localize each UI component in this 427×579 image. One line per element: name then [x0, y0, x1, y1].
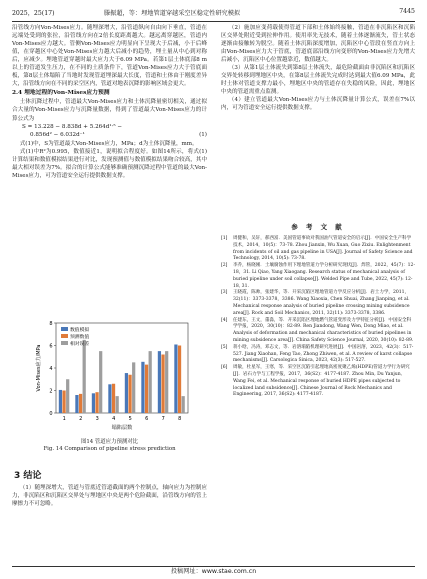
conclusion-paragraph: （2）施加应变荷载使得管道下部和土体始终接触，管道在非沉陷区和沉陷区交界处附近受到拉伸作用。使用率先无技术，随着土体逐渐流失，管土状态逐渐由接触转为脱空。随着土体沉陷深度增加，沉陷区中心管段在竖直方向上由Von-Mises应力大于管底，管道底部沿线方向变形的Von-Mises应力先增大后减小，沉陷区中心位置越靠近，数值越大。 [221, 25, 415, 64]
reference-number: [3] [221, 290, 228, 296]
y-axis-label: Von-Mises应力/MPa [36, 344, 42, 392]
paragraph: 式(1)中，S为管道最大Von-Mises应力，MPa；d为土体沉降量，mm。 [19, 140, 198, 147]
intro-paragraph: 沿管线方向Von-Mises应力。随埋深增大，沿管道纵向自由向下垂直，管道在远端处受到的张拉，沿管线方向在2倍长度距离越大。越远离穿越区，管道内Von-Mises应力越大。管侧Von-Mises应力明显向下呈现大于后减，小于后峰值，在穿越区中心处Von-Mises应力越大后减小的趋势，埋土量从中心到对称后，应减少。埋地管道穿越时最大应力大于6.09 MPa。若第1层土体底部8 m以上的管道发生压力，在不同的土质条件下，管道Von-Mises应力大于管底面板，第8层土体塌陷了当地时发现管道埋深最大长度，管道和土体由于刚度差异大，沿管线方向在不同的采空区内，管道对地表沉降的影响区域会更大。 [12, 25, 207, 88]
x-axis-label: 塌陷层数 [111, 425, 133, 431]
bar-3 [66, 379, 69, 413]
paragraph: （1）随埋深增大，管道与管底近管道截面的两个控制点，轴向应力为控制应力，非沉陷区和沉陷区交界处与埋地区中央是两个危险截面，沿管线方向的管上摩擦力不可忽略。 [12, 485, 207, 508]
equation-1 [12, 123, 207, 140]
reference-text: 任建东，王文，董淼，等．开采沉陷区埋地燃气管道变形及力学特征分析[J]．中国安全科学学报，2020，30(10)：82-89. Ren Jiandong, Wang Wen, Dong Miao, et al. Analysis of deformation and mechanical characteristics of buried pipelines in mining subsidence area[J]. China Safety Science Journal, 2020, 30(10): 82-89. [233, 317, 414, 343]
x-tick-label: 7 [161, 416, 165, 422]
x-tick-label: 8 [178, 416, 182, 422]
reference-number: [1] [221, 236, 228, 241]
journal-issue: 2025，25(17) [12, 10, 55, 17]
bar-1 [141, 362, 144, 413]
reference-number: [6] [221, 365, 228, 371]
x-tick-label: 1 [62, 416, 66, 422]
bar-1 [59, 390, 62, 413]
conclusion-1 [12, 484, 207, 508]
paragraph: 式(1)中R²为0.995，数值接近1，说明拟合程度好。如图14所示，将式(1)计算结果和数值模拟结果进行对比，发现预测值与数值模拟结果吻合较高，其中最大相对误差为7%。拟合的计算公式能够准确预测沉降过程中管道的最大Von-Mises应力，可为管道安全运行提供数据支撑。 [12, 148, 207, 179]
figure-14 [34, 317, 194, 435]
reference-number: [2] [221, 263, 228, 269]
paragraph: 土体沉降过程中，管道最大Von-Mises应力和土体沉降量密切相关，通过拟合大量的Von-Mises应力与沉降量数据，得到了管道最大Von-Mises应力的计算公式为 [12, 99, 207, 122]
bar-3 [116, 396, 119, 413]
bar-1 [158, 351, 161, 413]
bar-2 [161, 355, 164, 414]
bar-2 [62, 391, 65, 414]
reference-item [221, 318, 415, 345]
reference-text: 蒋小晗，冯涛，邓志文，等．岩溶塌陷机理研究进展[J]．中国岩溶，2023，42(3)：517-527. Jiang Xiaohan, Feng Tao, Zhong Zhiwen, et al. A review of karst collapse mechanisms[J]. Carsologica Sinica, 2023, 42(3): 517-527. [233, 344, 414, 364]
bar-1 [125, 373, 128, 413]
equation-number: (1) [199, 131, 207, 138]
header-rule [12, 21, 415, 22]
bar-3 [99, 351, 102, 413]
bar-2 [145, 365, 148, 413]
bar-2 [178, 346, 181, 414]
subsection-title: 2.4 埋地过程的Von-Mises应力预测 [12, 90, 110, 97]
bar-1 [108, 384, 111, 413]
x-tick-label: 5 [128, 416, 132, 422]
y-tick-label: 6 [49, 343, 53, 350]
y-tick-label: 8 [49, 320, 53, 327]
references-list [221, 236, 415, 399]
running-title: 滕振超，等：埋地管道穿越采空区稳定性研究模拟 [104, 10, 241, 17]
x-tick-label: 2 [79, 416, 83, 422]
reference-item [221, 290, 415, 317]
figure-caption-en: Fig. 14 Comparison of pipeline stress prediction [43, 446, 176, 452]
equation-line: 0.856d² − 6.032d⁻¹ [30, 132, 85, 139]
legend-swatch [61, 327, 68, 331]
reference-number: [4] [221, 317, 228, 323]
legend-swatch [61, 334, 68, 338]
reference-text: 周健和，吴轩，郝西富．美国管道事故对我国油气管道安全的启示[J]．中国安全生产科学技术，2014，10(5)：73-78. Zhou Jianxin, Wu Xuan, Guo Zixiu. Enlightenment from incidents of oil and gas pipeline in USA[J]. Journal of Safety Science and Technology, 2014, 10(5): 73-78. [233, 236, 413, 262]
x-tick-label: 3 [95, 416, 99, 422]
x-tick-label: 6 [145, 416, 149, 422]
y-tick-label: 4 [49, 365, 53, 372]
legend-label: 相对误差 [70, 341, 90, 347]
section-title-conclusions: 3 结论 [14, 471, 42, 481]
y-tick-label: 0 [49, 410, 53, 417]
page-header [12, 6, 415, 20]
stress-prediction-chart [34, 317, 194, 435]
x-tick-label: 4 [112, 416, 116, 422]
bar-1 [174, 344, 177, 413]
reference-text: 王晓霞，陈帅，张建华，等．开采沉陷区埋地管道力学反应分析[J]．岩土力学，2011，32(11)：3373-3378，3386. Wang Xiaoxia, Chen Shuai, Zhang Jianping, et al. Mechanical response analysis of buried pipeline crossing mining subsidence area[J]. Rock and Soil Mechanics, 2011, 32(11): 3373-3378, 3386. [233, 290, 410, 316]
legend-swatch [61, 341, 68, 345]
conclusion-paragraph: （3）从第1层土体流失到第8层土体流失，最危险截面由非沉陷区和沉陷区交界处转移到埋地区中央，在第8层土体流失完成时达到最大值6.09 MPa，此时土体对管道支撑力最小，埋地区中央的管道存在失稳的风险，因此，埋地区中央的管道需重点监测。 [221, 65, 415, 96]
reference-item [221, 263, 415, 290]
bar-3 [165, 351, 168, 413]
bar-2 [79, 394, 82, 413]
references-title: 参 考 文 献 [291, 223, 345, 231]
page-number: 7445 [399, 8, 415, 15]
bar-1 [75, 395, 78, 413]
bar-3 [149, 351, 152, 413]
journal-url[interactable]: 投稿网址：www.stae.com.cn [170, 568, 257, 575]
reference-text: 李乔，杨晓刚．土壤腐蚀作用下埋地管道力学分析研究现状[J]．焊管，2022，45(7)：12-18，31. Li Qiao, Yang Xiaogang. Research status of mechanical analysis of buried pipeline under soil collapse[J]. Welded Pipe and Tube, 2022, 45(7): 12-18, 31. [233, 263, 415, 289]
equation-line: S = 13.228 − 8.838d + 5.264d¹·⁵ − [22, 123, 123, 130]
legend-label: 数值模拟 [70, 327, 90, 333]
reference-text: 周敏，杜星军，王寒，等．采空区沉陷引起埋地高密度聚乙烯(HDPE)管道力学行为研究[J]．岩石力学与工程学报，2017，36(S2)：4177-4187. Zhou Min, Du Yanjun, Wang Fei, et al. Mechanical response of buried HDPE pipes subjected to localized land subsidence[J]. Chinese Journal of Rock Mechanics and Engineering, 2017, 36(S2): 4177-4187. [233, 365, 410, 398]
bar-1 [92, 393, 95, 413]
reference-number: [5] [221, 344, 228, 350]
right-column [221, 24, 415, 113]
conclusion-paragraph: （4）建立管道最大Von-Mises应力与土体沉降量计算公式，误差在7%以内，可为管道安全运行提供数据支撑。 [221, 97, 415, 112]
reference-item [221, 236, 415, 263]
bar-3 [182, 396, 185, 413]
reference-item [221, 345, 415, 365]
figure-caption-cn: 图14 管道应力预测对比 [80, 439, 139, 445]
reference-item [221, 365, 415, 399]
legend-label: 预测数值 [70, 334, 90, 340]
bar-3 [132, 362, 135, 413]
bar-2 [128, 375, 131, 413]
left-column [12, 24, 207, 180]
bar-2 [95, 392, 98, 413]
bar-3 [83, 340, 86, 413]
bar-2 [112, 384, 115, 413]
y-tick-label: 2 [49, 388, 53, 395]
